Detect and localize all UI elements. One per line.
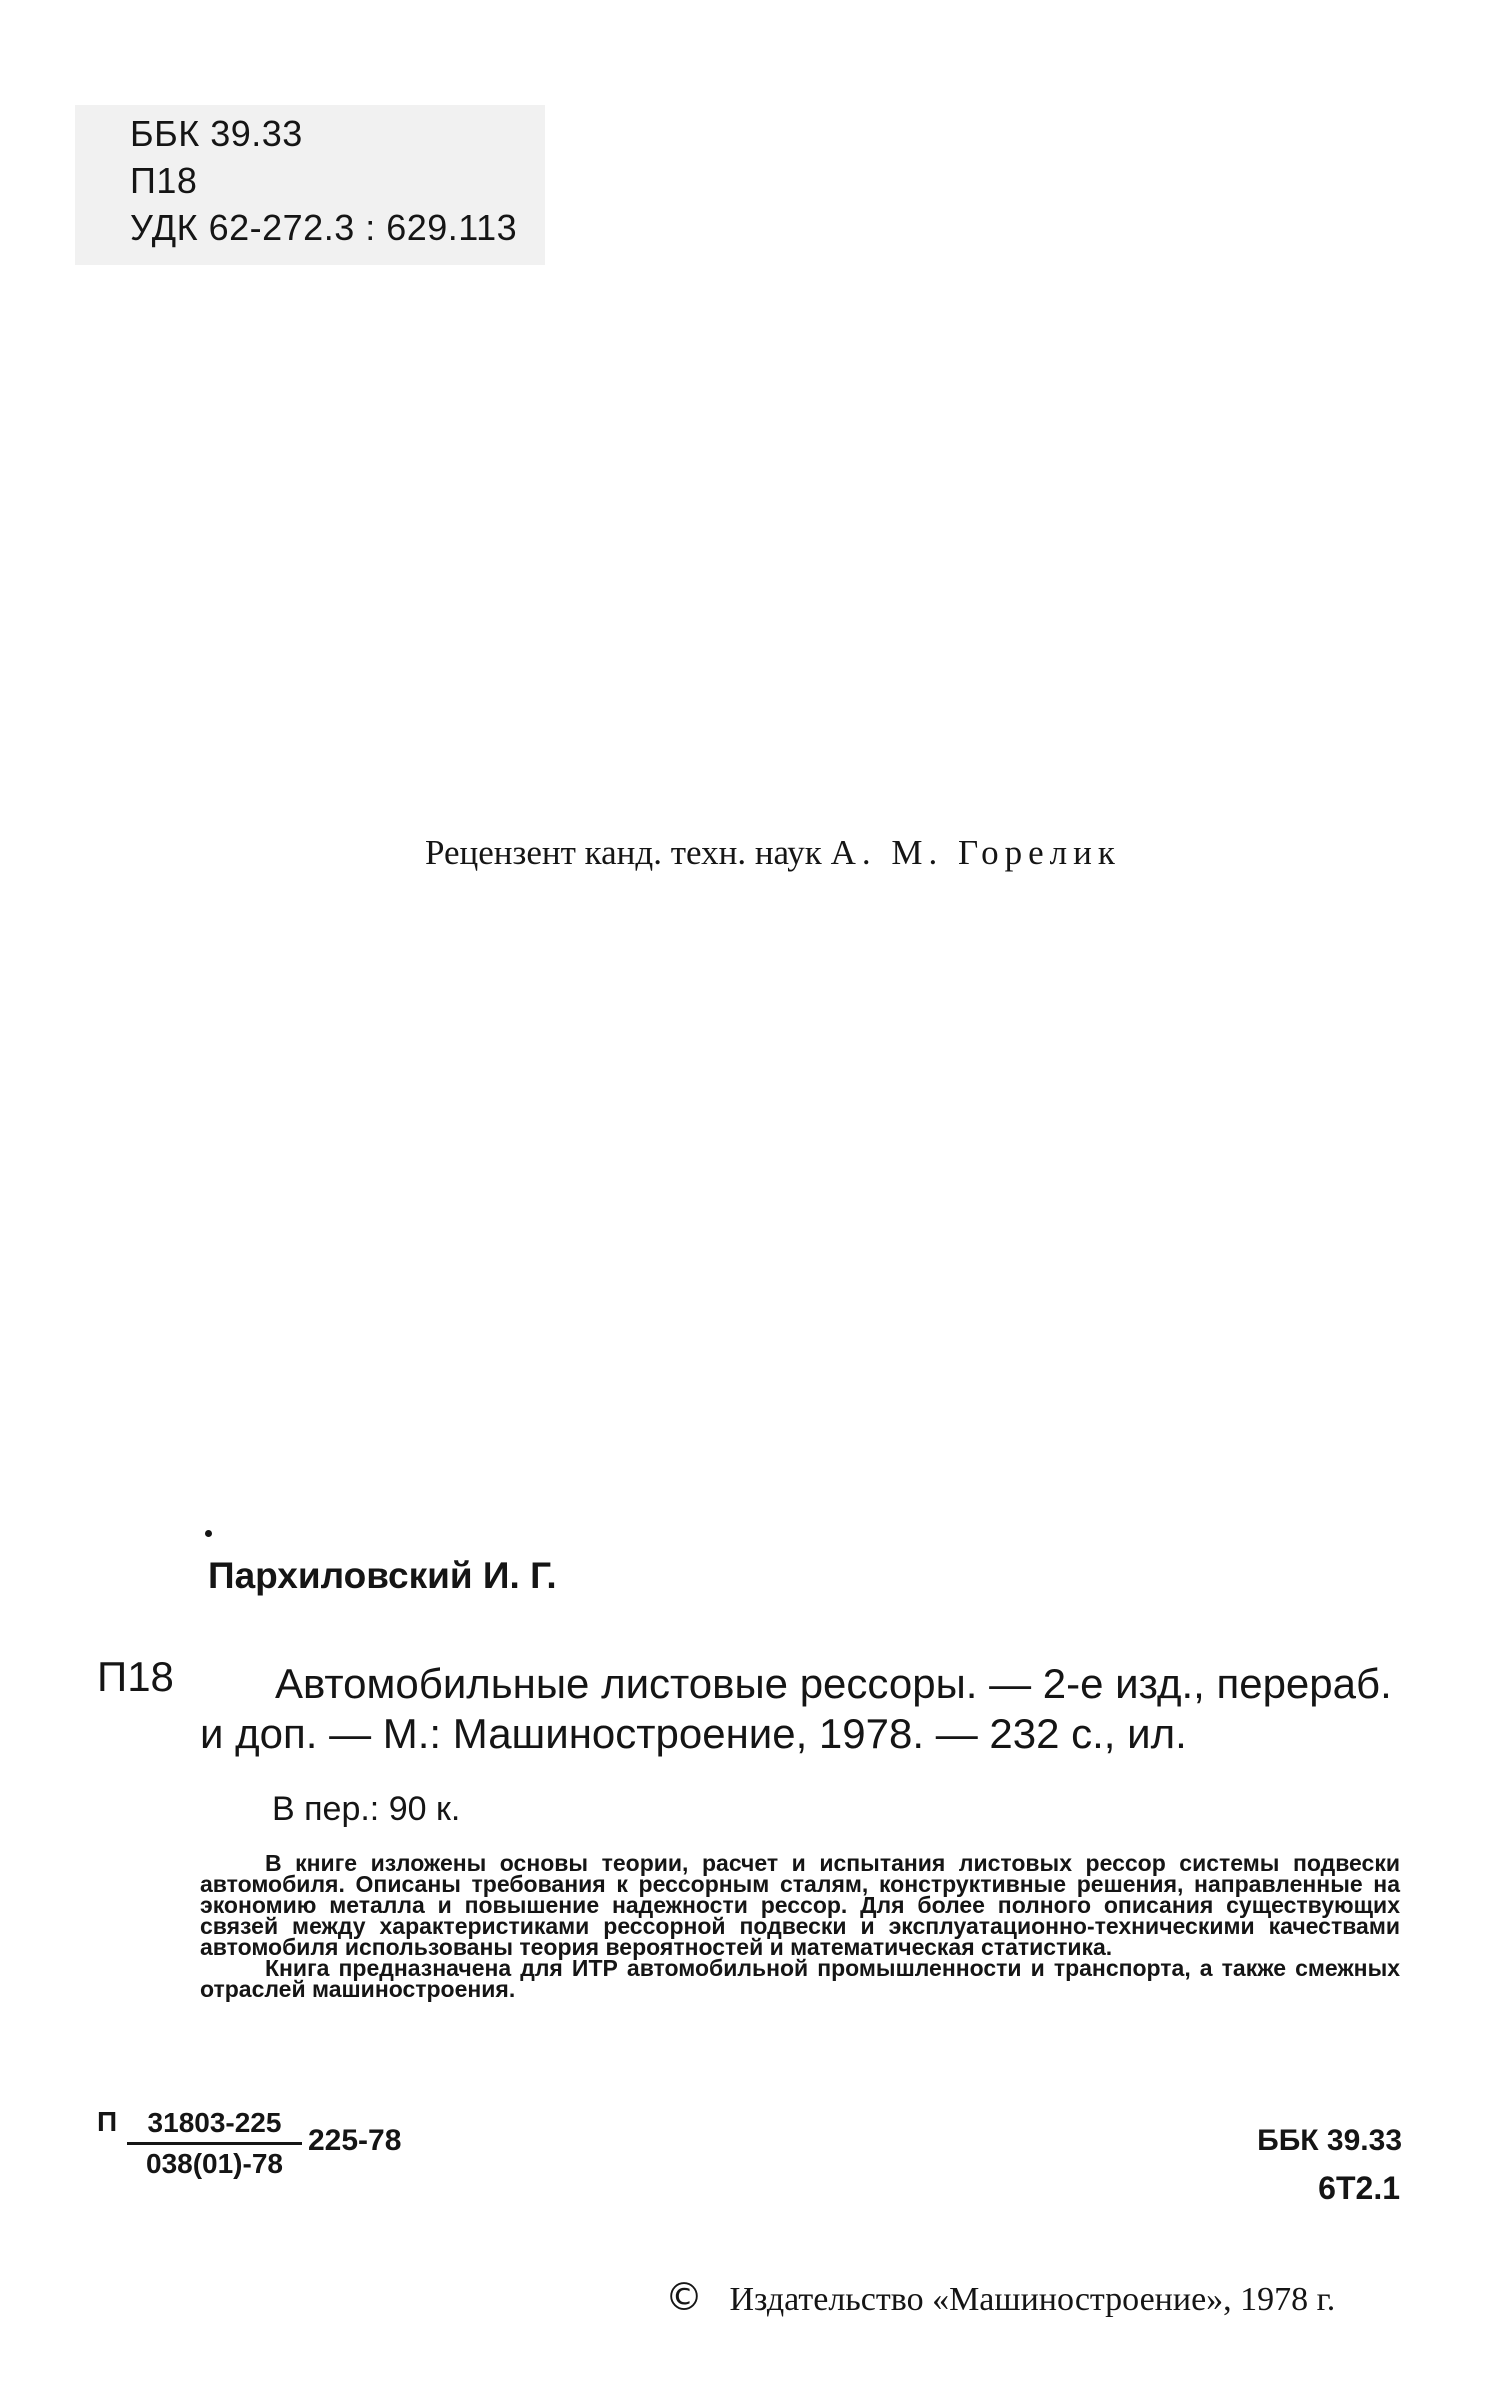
publication-index-prefix: П — [97, 2106, 118, 2137]
bbk-footer-line-2: 6Т2.1 — [1318, 2170, 1400, 2206]
publication-index-suffix: 225-78 — [308, 2124, 402, 2157]
fraction-bar — [127, 2142, 302, 2145]
bullet-mark — [205, 1530, 212, 1537]
annotation-paragraph-1: В книге изложены основы теории, расчет и испытания листовых рессор системы подвески автомобиля. Описаны требования к рессорным сталям, конструктивные решения, направленные на экономию металла и повышение надежности рессор. Для более полного описания существующих связей между характеристиками рессорной подвески и эксплуатационно-техническими качествами автомобиля использованы теория вероятностей и математическая статистика. — [200, 1850, 1400, 1960]
publication-index-denominator: 038(01)-78 — [146, 2148, 283, 2179]
udk-code: УДК 62-272.3 : 629.113 — [130, 207, 518, 248]
annotation-paragraph-2: Книга предназначена для ИТР автомобильной промышленности и транспорта, а также смежных отраслей машиностроения. — [200, 1955, 1400, 2002]
bibliographic-line-1: Автомобильные листовые рессоры. — 2-е изд., перераб. — [275, 1660, 1392, 1707]
reviewer-line — [425, 833, 1121, 873]
author-name: Пархиловский И. Г. — [208, 1555, 557, 1596]
bbk-code: ББК 39.33 — [130, 113, 303, 154]
bbk-footer-line-1: ББК 39.33 — [1257, 2124, 1402, 2157]
copyright-line — [665, 2275, 1335, 2319]
catalog-code: П18 — [97, 1653, 174, 1700]
bibliographic-line-2: и доп. — М.: Машиностроение, 1978. — 232 с., ил. — [200, 1710, 1187, 1757]
reviewer-label: Рецензент канд. техн. наук — [425, 833, 822, 872]
index-code: П18 — [130, 160, 198, 201]
copyright-text: Издательство «Машиностроение», 1978 г. — [729, 2281, 1336, 2318]
copyright-icon: © — [665, 2275, 703, 2319]
price-line: В пер.: 90 к. — [272, 1790, 461, 1828]
publication-index-fraction — [127, 2106, 302, 2181]
annotation — [200, 1850, 1400, 2002]
library-codes-block — [75, 105, 545, 265]
reviewer-name: А. М. Горелик — [830, 833, 1121, 872]
publication-index-numerator: 31803-225 — [147, 2107, 282, 2138]
